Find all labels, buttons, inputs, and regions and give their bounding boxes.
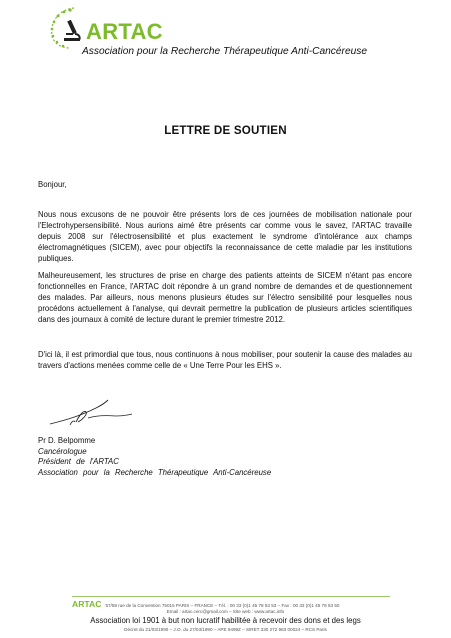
signatory-name: Pr D. Belpomme	[38, 436, 96, 445]
artac-logo-icon	[44, 4, 84, 50]
signatory-organization: Association pour la Recherche Thérapeutique Anti-Cancéreuse	[38, 468, 272, 478]
handwritten-signature	[46, 394, 136, 430]
footer-address	[72, 599, 339, 609]
footer-address-text: 57/59 rue de la Convention 75015 PARIS – FRANCE – Tél. : 00 33 (0)1 45 78 53 53 – Fax : 00 33 (0)1 45 78 53 50	[105, 603, 340, 608]
paragraph-3: D'ici là, il est primordial que tous, nous continuons à nous mobiliser, pour soutenir la cause des malades au travers d'actions menées comme celle de « Une Terre Pour les EHS ».	[38, 350, 412, 370]
letter-title: LETTRE DE SOUTIEN	[164, 124, 287, 137]
footer-legal: Association loi 1901 à but non lucratif habilitée à recevoir des dons et des legs	[90, 616, 361, 625]
footer-contact: Email : artac.cerc@gmail.com – Site web : www.artac.info	[166, 609, 285, 614]
paragraph-2: Malheureusement, les structures de prise en charge des patients atteints de SICEM n'étant pas encore fonctionnelles en France, l'ARTAC doit répondre à un grand nombre de demandes et de questionnement des malades. Par ailleurs, nous menons plusieurs études sur l'électro sensibilité pour lesquelles nous procédons actuellement à l'analyse, qui devrait permettre la publication de plusieurs articles scientifiques dans des journaux à comité de lecture durant le premier trimestre 2012.	[38, 271, 412, 324]
logo-name: ARTAC	[86, 19, 163, 44]
footer-registration: Décret du 21/03/1990 – J.O. du 27/03/1990 – APE 9499Z – SIRET 330 272 963 00024 – RCS Paris	[124, 627, 327, 632]
footer-brand: ARTAC	[72, 599, 102, 609]
signatory-role: Cancérologue	[38, 446, 87, 456]
logo-tagline: Association pour la Recherche Thérapeutique Anti-Cancéreuse	[82, 46, 368, 57]
signature-block	[38, 436, 271, 479]
footer-divider	[72, 596, 390, 597]
greeting: Bonjour,	[38, 180, 67, 189]
paragraph-1: Nous nous excusons de ne pouvoir être présents lors de ces journées de mobilisation nationale pour l'Electrohypersensibilité. Nous aurions aimé être présents car comme vous le savez, l'ARTAC travaille depuis 2008 sur l'électrosensibilité et plus exactement le syndrome d'intolérance aux champs électromagnétiques (SICEM), avec pour objectifs la reconnaissance de cette maladie par les institutions publiques.	[38, 210, 412, 263]
signatory-position: Président de l'ARTAC	[38, 457, 119, 467]
